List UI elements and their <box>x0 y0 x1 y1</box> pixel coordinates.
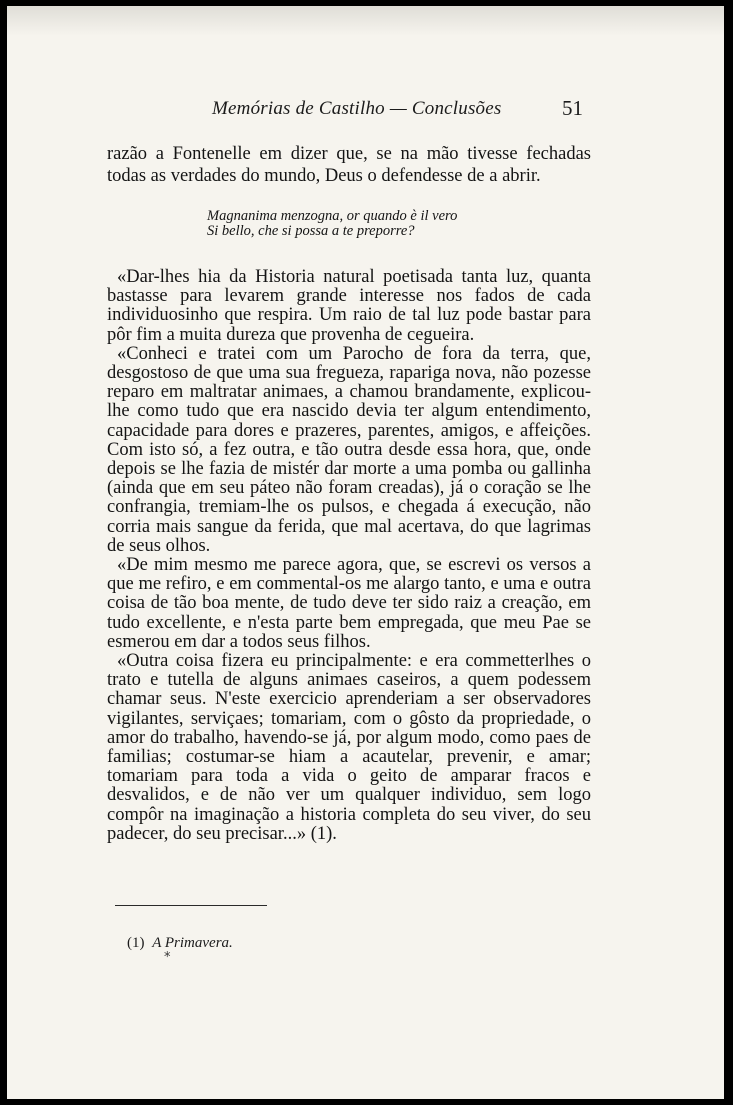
scan-smudge <box>7 6 724 36</box>
paragraph: «Dar-lhes hia da Historia natural poetisada tanta luz, quanta bastasse para levarem grande interesse nos fados de cada individuosinho que respira. Um raio de tal luz pode bastar para pôr fim a muita dureza que provenha de cegueira. <box>107 267 591 345</box>
asterisk-mark: * <box>164 950 171 965</box>
verse-line: Si bello, che si possa a te preporre? <box>207 223 415 239</box>
footnote-number: (1) <box>127 935 145 951</box>
paragraph: «De mim mesmo me parece agora, que, se escrevi os versos a que me refiro, e em commental-os me alargo tanto, e uma e outra coisa de tão boa mente, de tudo deve ter sido raiz a creação, em tudo excellente, e n'esta parte bem empregada, que meu Pae se esmerou em dar a todos seus filhos. <box>107 555 591 652</box>
running-title: Memórias de Castilho — Conclusões <box>212 98 502 119</box>
opening-paragraph: razão a Fontenelle em dizer que, se na mão tivesse fechadas todas as verdades do mundo, Deus o defendesse de a abrir. <box>107 144 591 186</box>
verse-quote <box>207 209 591 239</box>
body-text <box>107 143 591 844</box>
footnote <box>127 935 233 952</box>
paragraph-group <box>107 268 591 844</box>
verse-line: Magnanima menzogna, or quando è il vero <box>207 208 458 224</box>
footnote-divider <box>115 905 267 906</box>
book-page <box>7 6 724 1099</box>
page-header <box>7 94 724 120</box>
footnote-text: A Primavera. <box>152 935 233 951</box>
page-number: 51 <box>562 96 583 120</box>
paragraph: «Outra coisa fizera eu principalmente: e era commetterlhes o trato e tutella de alguns animaes caseiros, a quem podessem chamar seus. N'este exercicio aprenderiam a ser observadores vigilantes, serviçaes; tomariam, com o gôsto da propriedade, o amor do trabalho, havendo-se já, por algum modo, como paes de familias; costumar-se hiam a acautelar, prevenir, e amar; tomariam para toda a vida o geito de amparar fracos e desvalidos, e de não ver um qualquer individuo, sem logo compôr na imaginação a historia completa do seu viver, do seu padecer, do seu precisar...» (1). <box>107 651 591 844</box>
paragraph: «Conheci e tratei com um Parocho de fora da terra, que, desgostoso de que uma sua fregueza, rapariga nova, não pozesse reparo em maltratar animaes, a chamou brandamente, explicou-lhe como tudo que era nascido devia ter algum entendimento, capacidade para dores e prazeres, parentes, amigos, e affeições. Com isto só, a fez outra, e tão outra desde essa hora, que, onde depois se lhe fazia de mistér dar morte a uma pomba ou gallinha (ainda que em seu páteo não foram creadas), já o coração se lhe confrangia, tremiam-lhe os pulsos, e chegada á execução, não corria mais sangue da ferida, que mal acertava, do que lagrimas de seus olhos. <box>107 343 591 556</box>
